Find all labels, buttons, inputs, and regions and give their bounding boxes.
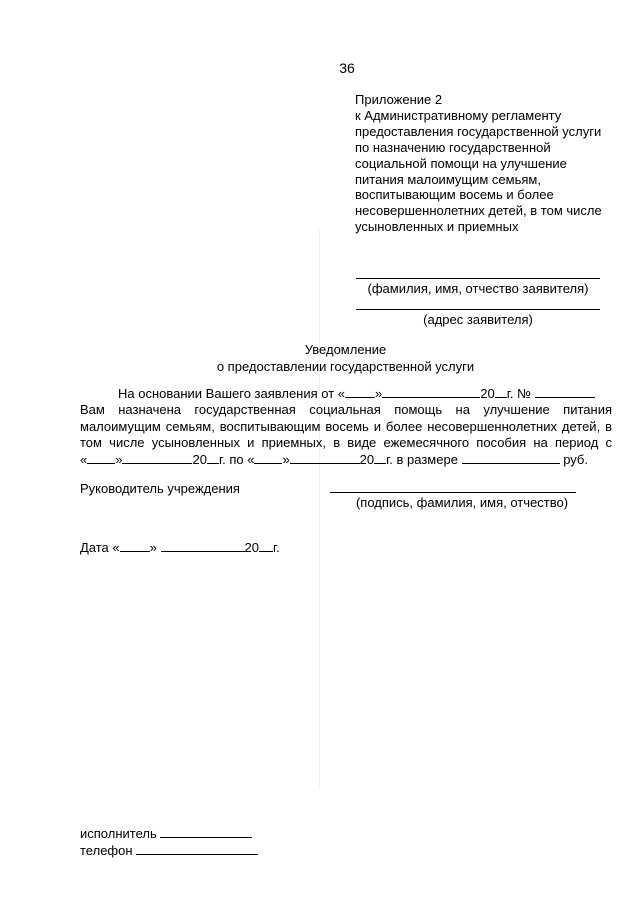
appendix-block (355, 92, 605, 235)
appendix-line: питания малоимущим семьям, (355, 171, 541, 187)
executor-blank (160, 826, 252, 838)
from-month-blank (122, 452, 192, 464)
appendix-line: Приложение 2 (355, 92, 443, 107)
number-blank (535, 386, 595, 398)
notice-title: Уведомление (304, 342, 387, 357)
amount-blank (462, 452, 560, 464)
body-line-5: « » 20 г. по « » 20 г. в размере руб. (80, 451, 588, 467)
day-blank (345, 386, 375, 398)
appendix-line: к Административному регламенту (355, 107, 562, 123)
to-year-blank (374, 452, 386, 464)
appendix-line: социальной помощи на улучшение (355, 155, 567, 171)
year-blank (495, 386, 507, 398)
appendix-line: по назначению государственной (355, 139, 551, 155)
appendix-line: предоставления государственной услуги (355, 123, 602, 139)
applicant-address-caption: (адрес заявителя) (423, 312, 533, 327)
signature-caption: (подпись, фамилия, имя, отчество) (355, 495, 569, 510)
to-day-blank (254, 452, 282, 464)
notice-body (80, 386, 612, 468)
fold-line (319, 230, 320, 790)
phone-row (80, 843, 258, 859)
to-month-blank (290, 452, 360, 464)
appendix-line: воспитывающим восемь и более (355, 187, 554, 203)
month-blank (382, 386, 480, 398)
body-line-4: том числе усыновленных и приемных, в виде ежемесячного пособия на период с (80, 435, 612, 451)
executor-label: исполнитель (80, 826, 157, 841)
notice-heading (80, 341, 611, 375)
from-day-blank (87, 452, 115, 464)
body-line-2: Вам назначена государственная социальная помощь на улучшение питания (80, 402, 612, 418)
phone-blank (136, 843, 258, 855)
date-year-blank (259, 540, 273, 552)
phone-label: телефон (80, 843, 133, 858)
signature-line (330, 492, 576, 493)
body-line-3: малоимущим семьям, воспитывающим восемь и более несовершеннолетних детей, в (80, 418, 612, 434)
appendix-line: несовершеннолетних детей, в том числе (355, 203, 602, 219)
applicant-name-caption: (фамилия, имя, отчество заявителя) (367, 281, 589, 296)
executor-row (80, 826, 252, 842)
notice-subtitle: о предоставлении государственной услуги (216, 359, 475, 374)
appendix-line: усыновленных и приемных (355, 219, 519, 235)
date-month-blank (161, 540, 245, 552)
applicant-name-line (356, 278, 600, 279)
date-row: Дата « » 20 г. (80, 540, 280, 555)
from-year-blank (207, 452, 219, 464)
page-number: 36 (339, 60, 355, 76)
applicant-address-line (356, 309, 600, 310)
signature-label: Руководитель учреждения (80, 481, 240, 496)
date-day-blank (120, 540, 150, 552)
body-line-1: На основании Вашего заявления от « » 20 г. № (80, 386, 612, 402)
